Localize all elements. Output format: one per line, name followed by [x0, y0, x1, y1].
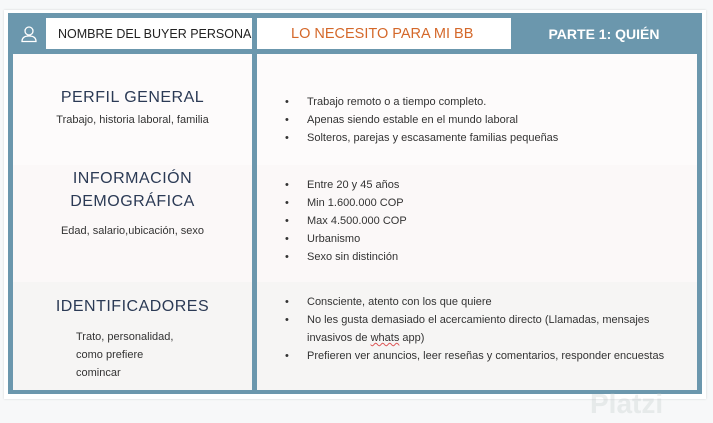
section-subtitle	[76, 328, 173, 382]
section-demografica-label	[13, 165, 252, 282]
bullet-list	[285, 176, 407, 266]
list-item: • Min 1.600.000 COP	[285, 194, 407, 212]
section-subtitle: Trabajo, historia laboral, familia	[56, 114, 209, 126]
list-item: • Apenas siendo estable en el mundo laboral	[285, 111, 558, 129]
list-item: • Consciente, atento con los que quiere	[285, 293, 665, 311]
list-item: • Urbanismo	[285, 230, 407, 248]
list-item: • Max 4.500.000 COP	[285, 212, 407, 230]
section-subtitle: Edad, salario,ubicación, sexo	[60, 225, 205, 237]
right-column	[257, 54, 697, 390]
section-identificadores-label	[13, 282, 252, 390]
section-identificadores-content[interactable]	[257, 282, 697, 390]
section-demografica-content[interactable]	[257, 165, 697, 282]
list-item: • Solteros, parejas y escasamente familias pequeñas	[285, 129, 558, 147]
subtitle-line: Trato, personalidad,	[76, 331, 174, 343]
buyer-persona-name-field[interactable]	[46, 18, 252, 49]
need-field[interactable]	[257, 18, 511, 49]
section-title: IDENTIFICADORES	[55, 298, 210, 315]
list-item: • Prefieren ver anuncios, leer reseñas y comentarios, responder encuestas	[285, 347, 665, 365]
spellcheck-flagged-word: whats	[370, 332, 400, 344]
subtitle-line: comincar	[76, 367, 121, 379]
section-perfil-general-label	[13, 54, 252, 165]
list-item	[285, 311, 665, 347]
part-title: PARTE 1: QUIÉN	[548, 25, 660, 42]
left-column	[13, 54, 252, 390]
header-icon-cell	[13, 18, 45, 50]
subtitle-line: como prefiere	[76, 349, 144, 361]
section-title-line1: INFORMACIÓN	[72, 170, 193, 187]
buyer-persona-name-label: NOMBRE DEL BUYER PERSONA	[58, 26, 252, 41]
list-item: • Trabajo remoto o a tiempo completo.	[285, 93, 558, 111]
section-title: PERFIL GENERAL	[60, 89, 205, 106]
list-item-text: No les gusta demasiado el acercamiento directo (Llamadas, mensajes invasivos de	[307, 314, 650, 344]
bullet-list	[285, 93, 558, 147]
list-item: • Entre 20 y 45 años	[285, 176, 407, 194]
bullet-list	[285, 293, 665, 365]
list-item: • Sexo sin distinción	[285, 248, 407, 266]
need-label: LO NECESITO PARA MI BB	[291, 25, 474, 42]
list-item-text: app)	[399, 332, 425, 344]
user-icon	[20, 25, 38, 43]
platzi-watermark: Platzi	[590, 388, 664, 419]
section-perfil-general-content[interactable]	[257, 54, 697, 165]
section-title-line2: DEMOGRÁFICA	[70, 193, 195, 210]
